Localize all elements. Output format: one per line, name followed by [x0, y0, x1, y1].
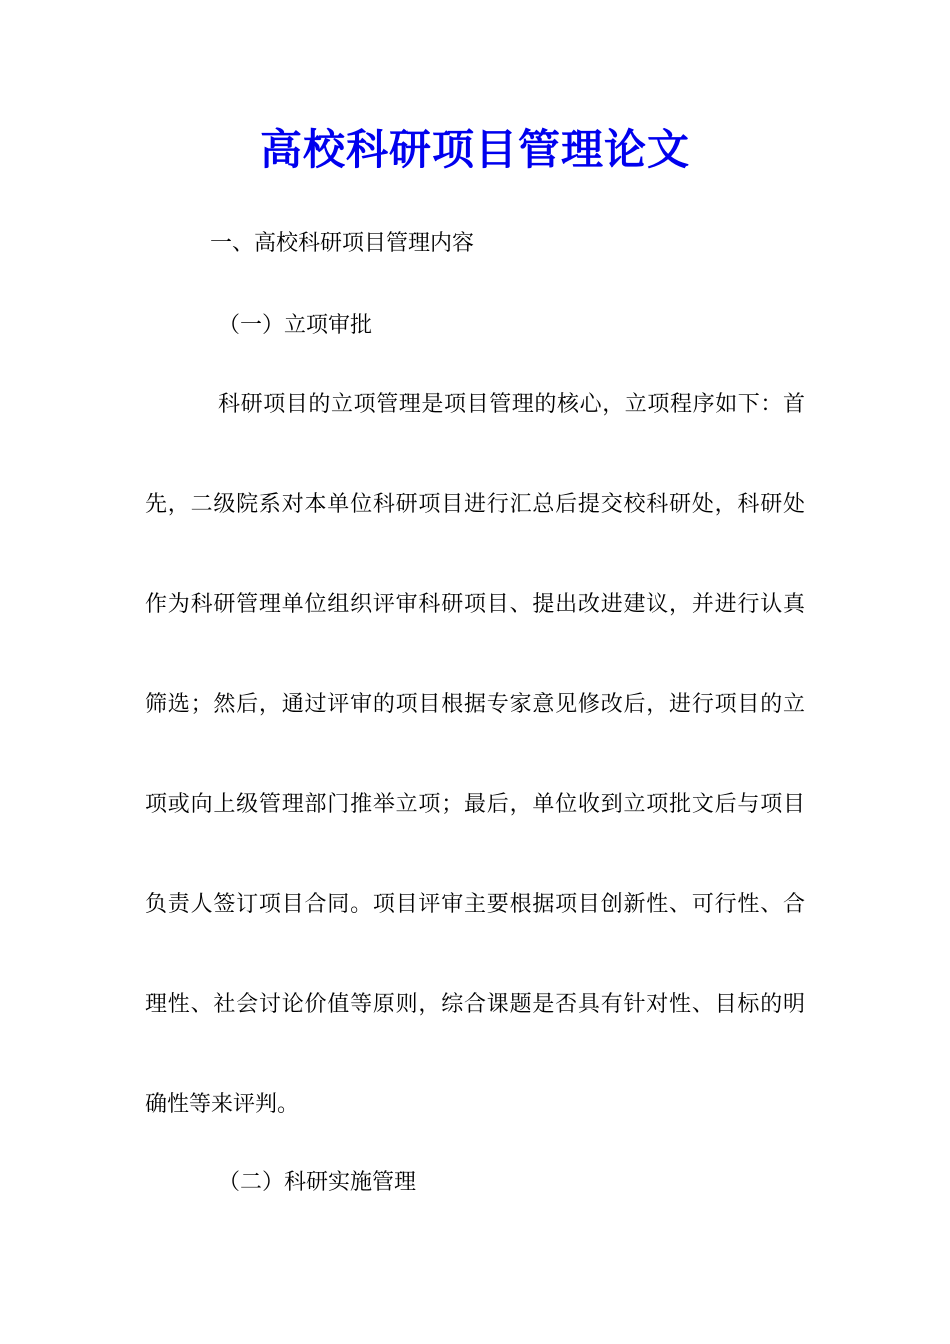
paragraph-line: 科研项目的立项管理是项目管理的核心，立项程序如下：首	[218, 392, 805, 417]
subsection-heading-1: （一）立项审批	[218, 313, 373, 338]
paragraph-line: 先，二级院系对本单位科研项目进行汇总后提交校科研处，科研处	[145, 492, 805, 517]
paragraph-line: 理性、社会讨论价值等原则，综合课题是否具有针对性、目标的明	[145, 992, 805, 1017]
paragraph-line: 负责人签订项目合同。项目评审主要根据项目创新性、可行性、合	[145, 892, 805, 917]
document-title: 高校科研项目管理论文	[259, 125, 690, 174]
section-heading-1: 一、高校科研项目管理内容	[210, 231, 475, 256]
body-paragraph-1	[145, 381, 805, 1181]
paragraph-line: 筛选；然后，通过评审的项目根据专家意见修改后，进行项目的立	[145, 692, 805, 717]
paragraph-line: 项或向上级管理部门推举立项；最后，单位收到立项批文后与项目	[145, 792, 805, 817]
subsection-heading-2: （二）科研实施管理	[218, 1170, 417, 1195]
paragraph-line: 作为科研管理单位组织评审科研项目、提出改进建议，并进行认真	[145, 592, 805, 617]
paragraph-line: 确性等来评判。	[145, 1092, 300, 1117]
